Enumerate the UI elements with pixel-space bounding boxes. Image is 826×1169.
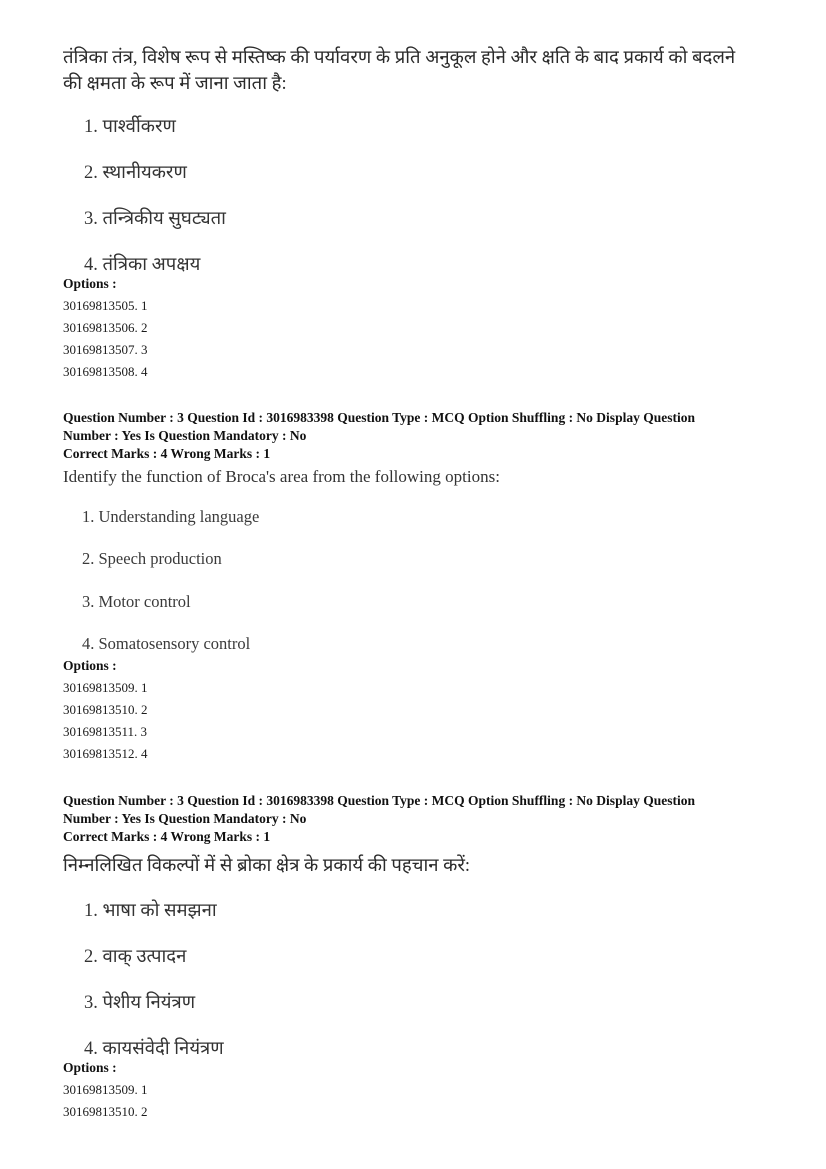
- options-label: Options :: [63, 276, 117, 291]
- question-meta-line-2: Number : Yes Is Question Mandatory : No: [63, 811, 307, 826]
- question-text-line-2: की क्षमता के रूप में जाना जाता है:: [63, 74, 287, 94]
- option-code: 30169813505. 1: [63, 298, 148, 313]
- question-meta-line-2: Number : Yes Is Question Mandatory : No: [63, 428, 307, 443]
- choice-3: 3. तन्त्रिकीय सुघट्यता: [84, 209, 226, 229]
- option-code: 30169813510. 2: [63, 1104, 148, 1119]
- choice-4: 4. कायसंवेदी नियंत्रण: [84, 1039, 224, 1059]
- option-code: 30169813510. 2: [63, 702, 148, 717]
- question-text-line-1: तंत्रिका तंत्र, विशेष रूप से मस्तिष्क की पर्यावरण के प्रति अनुकूल होने और क्षति के बाद प्रकार्य को बदलने: [63, 48, 736, 68]
- option-code: 30169813511. 3: [63, 724, 148, 739]
- choice-4: 4. Somatosensory control: [82, 634, 251, 653]
- question-marks: Correct Marks : 4 Wrong Marks : 1: [63, 829, 271, 844]
- choice-2: 2. वाक् उत्पादन: [84, 947, 187, 967]
- option-code: 30169813507. 3: [63, 342, 148, 357]
- option-code: 30169813509. 1: [63, 1082, 148, 1097]
- choice-2: 2. Speech production: [82, 549, 222, 568]
- option-code: 30169813508. 4: [63, 364, 148, 379]
- option-code: 30169813506. 2: [63, 320, 148, 335]
- question-meta-line-1: Question Number : 3 Question Id : 3016983398 Question Type : MCQ Option Shuffling : No Display Question: [63, 793, 695, 808]
- options-label: Options :: [63, 658, 117, 673]
- choice-3: 3. Motor control: [82, 592, 191, 611]
- question-text: Identify the function of Broca's area from the following options:: [63, 467, 500, 486]
- choice-1: 1. भाषा को समझना: [84, 901, 217, 921]
- question-meta-line-1: Question Number : 3 Question Id : 3016983398 Question Type : MCQ Option Shuffling : No Display Question: [63, 410, 695, 425]
- question-marks: Correct Marks : 4 Wrong Marks : 1: [63, 446, 271, 461]
- option-code: 30169813512. 4: [63, 746, 148, 761]
- options-label: Options :: [63, 1060, 117, 1075]
- question-text: निम्नलिखित विकल्पों में से ब्रोका क्षेत्र के प्रकार्य की पहचान करें:: [63, 856, 471, 876]
- choice-1: 1. पार्श्वीकरण: [84, 117, 176, 137]
- choice-2: 2. स्थानीयकरण: [84, 163, 187, 183]
- choice-4: 4. तंत्रिका अपक्षय: [84, 255, 201, 275]
- choice-1: 1. Understanding language: [82, 507, 260, 526]
- option-code: 30169813509. 1: [63, 680, 148, 695]
- choice-3: 3. पेशीय नियंत्रण: [84, 993, 196, 1013]
